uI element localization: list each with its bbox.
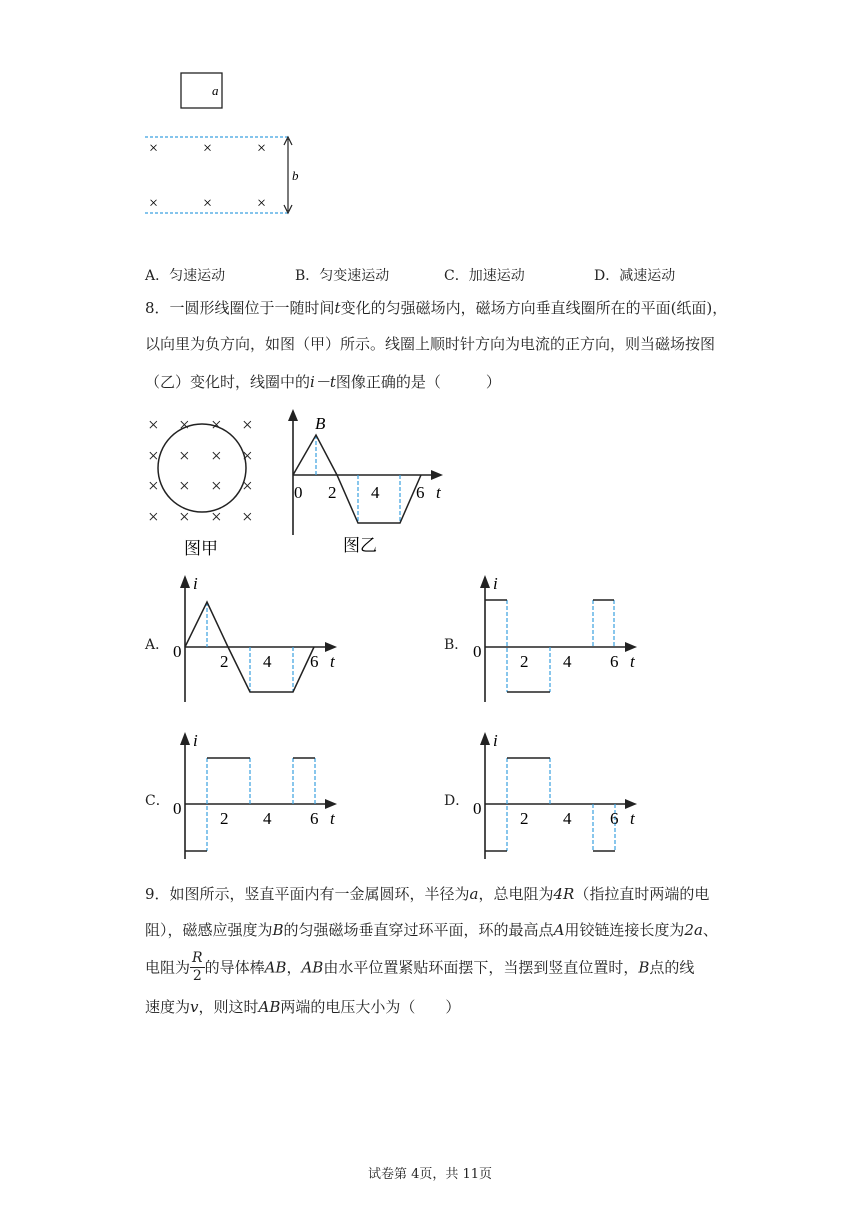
arrow-head-right-icon [325, 642, 337, 652]
cross: × [211, 507, 222, 528]
fraction-numerator: R [192, 950, 203, 966]
field-crosses [148, 415, 253, 528]
option-text: 减速运动 [619, 268, 676, 284]
expr-i-t: i－t [310, 373, 336, 391]
cross: × [242, 446, 253, 467]
option-text: 匀速运动 [169, 268, 226, 284]
tick-2: 2 [328, 483, 337, 502]
text-run: 、 [702, 921, 718, 939]
option-text: 匀变速运动 [319, 268, 390, 284]
axis-label-i: i [493, 731, 498, 750]
var-a: a [469, 885, 479, 903]
text-run: 两端的电压大小为（ ） [280, 998, 461, 1016]
figure-jia [140, 410, 270, 560]
arrow-head-right-icon [325, 799, 337, 809]
arrow-head-up-icon [288, 409, 298, 421]
var-v: v [190, 998, 199, 1016]
q8-option-a-graph [170, 570, 345, 710]
text-run: 的匀强磁场垂直穿过环平面，环的最高点 [283, 921, 554, 939]
cross: × [242, 415, 253, 436]
field-cross: × [257, 140, 267, 157]
text-run: 图像正确的是（ ） [335, 373, 501, 391]
text-run: 的导体棒 [204, 958, 265, 977]
label-b: b [292, 168, 299, 183]
magnetic-field-figure [140, 65, 320, 225]
cross: × [148, 446, 159, 467]
axis-label-b: B [315, 414, 326, 433]
q8-option-d-label: D． [444, 793, 470, 809]
cross: × [148, 415, 159, 436]
q9-line-3 [145, 950, 694, 985]
cross: × [148, 476, 159, 497]
var-a-point: A [553, 921, 565, 939]
arrow-head-up-icon [180, 732, 190, 745]
tick-4: 4 [371, 483, 380, 502]
tick-2: 2 [520, 652, 529, 671]
cross: × [242, 507, 253, 528]
q7-option-b [295, 265, 389, 285]
field-cross: × [149, 140, 159, 157]
tick-6: 6 [610, 652, 619, 671]
tick-0: 0 [173, 799, 182, 818]
cross: × [179, 507, 190, 528]
tick-2: 2 [220, 652, 229, 671]
fraction-r-over-2 [190, 950, 205, 985]
text-run: ，总电阻为 [478, 885, 554, 903]
label-a: a [212, 83, 219, 98]
option-letter: C． [444, 268, 469, 284]
cross: × [148, 507, 159, 528]
field-cross: × [203, 140, 213, 157]
text-run: 阻），磁感应强度为 [145, 921, 273, 939]
axis-label-i: i [493, 574, 498, 593]
text-run: 由水平位置紧贴环面摆下，当摆到竖直位置时， [323, 958, 639, 977]
arrow-head-right-icon [625, 799, 637, 809]
q9-line-2 [145, 919, 718, 940]
cross: × [179, 415, 190, 436]
q8-option-b-label: B． [444, 637, 469, 653]
axis-label-t: t [330, 652, 335, 671]
cross: × [242, 476, 253, 497]
text-run: ，则这时 [198, 998, 259, 1016]
axis-label-t: t [630, 652, 635, 671]
tick-4: 4 [263, 809, 272, 828]
axis-label-t: t [330, 809, 335, 828]
q8-line-1 [145, 297, 727, 318]
text-run: 9．如图所示，竖直平面内有一金属圆环，半径为 [145, 885, 470, 903]
q8-option-b-graph [470, 570, 645, 710]
tick-2: 2 [520, 809, 529, 828]
text-run: 点的线 [649, 958, 695, 977]
tick-6: 6 [416, 483, 425, 502]
text-run: （指拉直时两端的电 [574, 885, 710, 903]
q8-option-c-graph [170, 727, 345, 867]
cross: × [179, 446, 190, 467]
caption-yi: 图乙 [343, 536, 377, 555]
tick-4: 4 [563, 809, 572, 828]
cross: × [211, 415, 222, 436]
arrow-head-up-icon [180, 575, 190, 588]
text-run: 变化的匀强磁场内，磁场方向垂直线圈所在的平面(纸面)， [340, 299, 728, 317]
option-letter: B． [295, 268, 320, 284]
fraction-denominator: 2 [192, 968, 202, 984]
option-letter: D． [594, 268, 620, 284]
field-cross: × [203, 195, 213, 212]
cross: × [179, 476, 190, 497]
tick-6: 6 [310, 652, 319, 671]
b-curve [293, 435, 421, 523]
q7-option-a [145, 265, 225, 285]
q9-line-4 [145, 996, 460, 1017]
cross: × [211, 446, 222, 467]
var-b: B [272, 921, 284, 939]
cross: × [211, 476, 222, 497]
q8-line-3 [145, 371, 501, 392]
q8-option-c-label: C． [145, 793, 170, 809]
axis-label-t: t [630, 809, 635, 828]
text-run: 速度为 [145, 998, 191, 1016]
axis-label-i: i [193, 574, 198, 593]
figure-yi [283, 405, 448, 560]
tick-0: 0 [473, 799, 482, 818]
page-footer: 试卷第 4页，共 11页 [367, 1167, 493, 1182]
var-ab: AB [258, 998, 281, 1016]
caption-jia: 图甲 [184, 539, 218, 558]
option-letter: A． [145, 268, 170, 284]
tick-6: 6 [310, 809, 319, 828]
var-ab: AB [264, 958, 287, 977]
var-2a: 2a [684, 921, 703, 939]
tick-0: 0 [473, 642, 482, 661]
text-run: 用铰链连接长度为 [564, 921, 685, 939]
field-cross: × [257, 195, 267, 212]
arrow-head-right-icon [625, 642, 637, 652]
var-ab: AB [301, 958, 324, 977]
tick-0: 0 [294, 483, 303, 502]
tick-4: 4 [263, 652, 272, 671]
q9-line-1 [145, 883, 709, 904]
q8-option-a-label: A． [145, 637, 170, 653]
var-t: t [334, 299, 341, 317]
var-4r: 4R [553, 885, 575, 903]
tick-6: 6 [610, 809, 619, 828]
arrow-head-right-icon [431, 470, 443, 480]
text-run: 电阻为 [145, 958, 191, 977]
tick-0: 0 [173, 642, 182, 661]
coil-circle [158, 424, 246, 512]
option-text: 加速运动 [468, 268, 525, 284]
text-run: ， [286, 958, 302, 977]
var-b-point: B [638, 958, 650, 977]
tick-4: 4 [563, 652, 572, 671]
q7-option-d [594, 265, 675, 285]
axis-label-i: i [193, 731, 198, 750]
tick-2: 2 [220, 809, 229, 828]
field-cross: × [149, 195, 159, 212]
arrow-head-up-icon [480, 575, 490, 588]
arrow-head-up-icon [480, 732, 490, 745]
q8-option-d-graph [470, 727, 645, 867]
q7-option-c [444, 265, 525, 285]
axis-label-t: t [436, 483, 441, 502]
text-run: （乙）变化时，线圈中的 [145, 373, 311, 391]
q8-line-2: 以向里为负方向，如图（甲）所示。线圈上顺时针方向为电流的正方向，则当磁场按图 [145, 335, 716, 353]
text-run: 8．一圆形线圈位于一随时间 [145, 299, 335, 317]
